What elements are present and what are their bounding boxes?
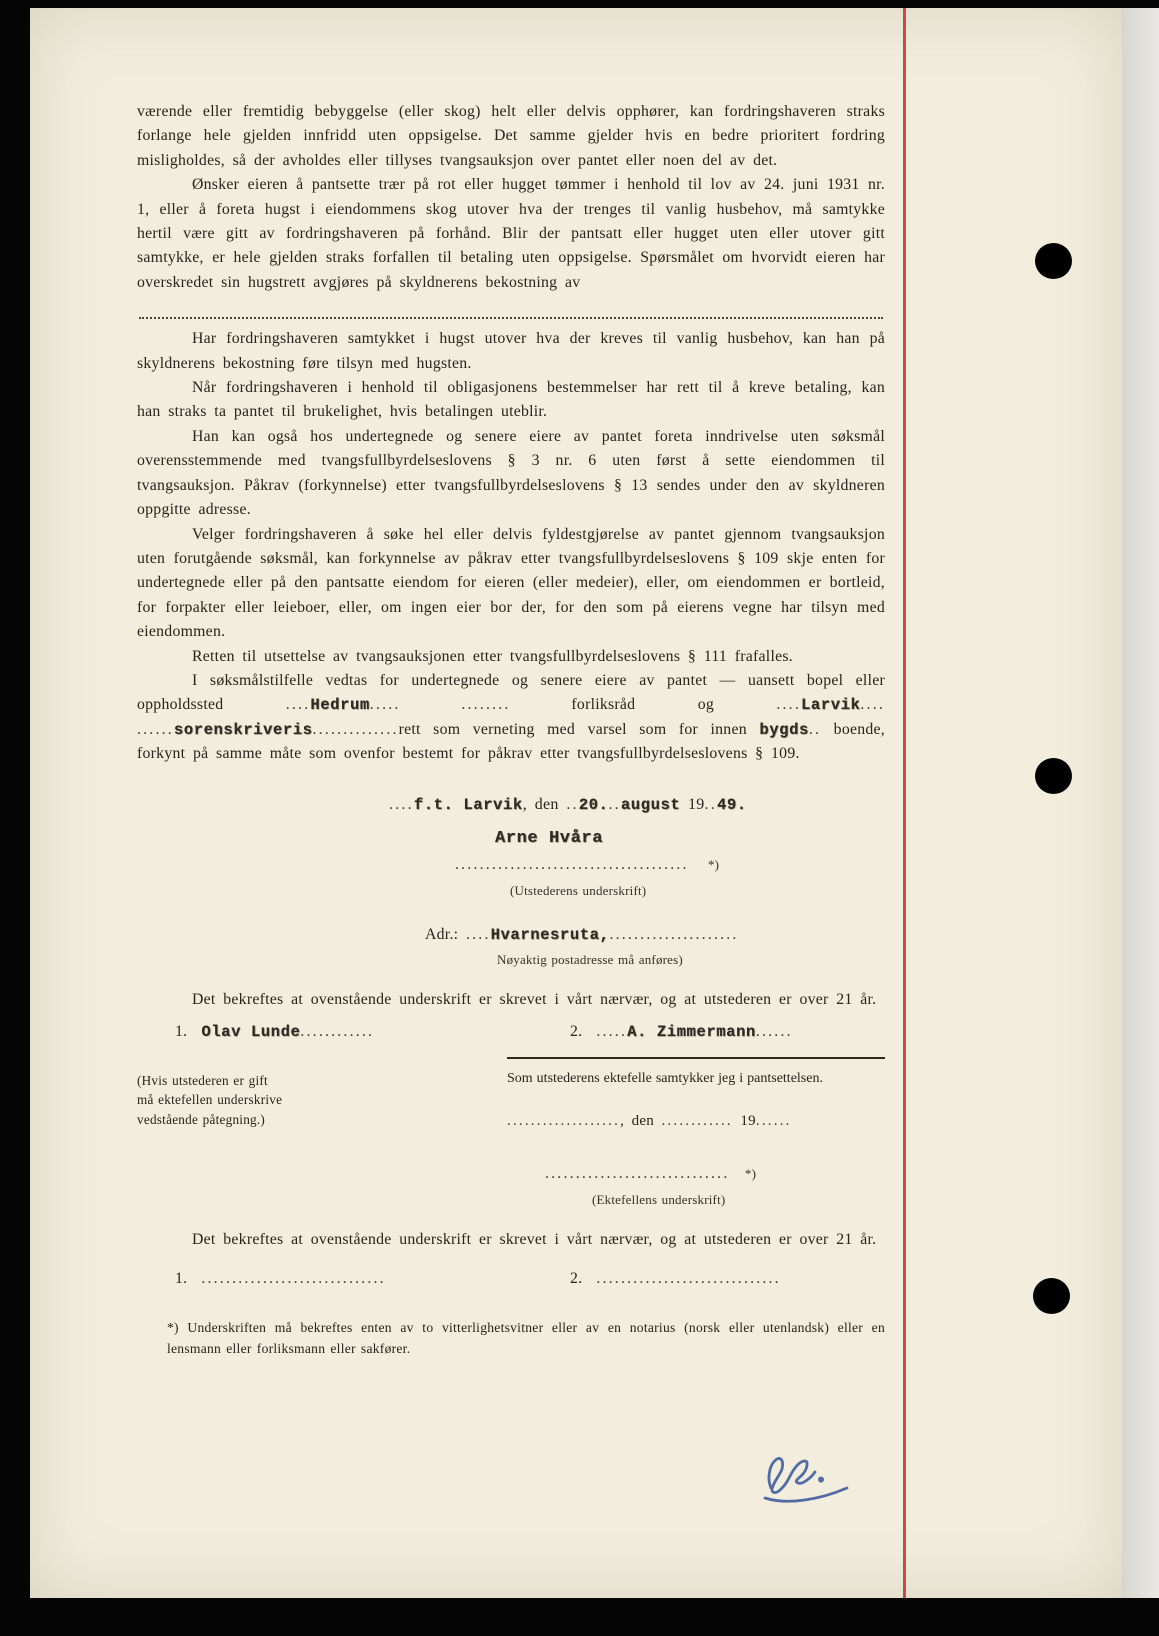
blank-witness-2-number: 2. bbox=[570, 1269, 583, 1287]
witness-2-number: 2. bbox=[570, 1023, 583, 1041]
dotted-fill: .............. bbox=[312, 720, 399, 738]
form-text: rett som verneting med varsel som for innen bbox=[398, 720, 760, 738]
paragraph-auction-clause bbox=[137, 523, 885, 645]
signer-caption: (Utstederens underskrift) bbox=[510, 882, 647, 898]
paragraph-enforcement-clause bbox=[137, 425, 885, 523]
punch-hole-bottom bbox=[1033, 1278, 1070, 1314]
address-label: Adr.: bbox=[425, 926, 459, 944]
footnote bbox=[137, 1317, 885, 1359]
form-text: Retten til utsettelse av tvangsauksjonen etter tvangsfullbyrdelseslovens § 111 frafalles. bbox=[192, 647, 793, 665]
dotted-fill: .. bbox=[808, 720, 822, 738]
form-text: Har fordringshaveren samtykket i hugst utover hva der kreves til vanlig husbehov, kan han på skyldnerens bekostning føre tilsyn med hugsten. bbox=[137, 330, 885, 372]
spouse-section bbox=[137, 1057, 885, 1213]
spouse-consent-box bbox=[507, 1057, 885, 1213]
dotted-fill: .. bbox=[608, 795, 621, 813]
dotted-fill: .............................. bbox=[596, 1269, 781, 1287]
witness-2 bbox=[545, 1020, 793, 1044]
dotted-fill: ...... bbox=[755, 1113, 792, 1130]
paragraph-supervision-clause bbox=[137, 327, 885, 376]
dotted-fill: .. bbox=[566, 795, 579, 813]
footnote-text: Underskriften må bekreftes enten av to vitterlighetsvitner eller av en notarius (norsk eller utenlandsk) eller en lensmann eller forliksmann eller sakfører. bbox=[167, 1320, 885, 1357]
paragraph-termination-clause bbox=[137, 100, 885, 173]
body-paragraphs bbox=[137, 100, 885, 767]
dotted-fill: ...................................... bbox=[455, 856, 689, 874]
spouse-consent-text: Som utstederens ektefelle samtykker jeg i pantsettelsen. bbox=[507, 1070, 823, 1086]
paragraph-timber-clause bbox=[137, 173, 885, 295]
form-text: I søksmålstilfelle vedtas for undertegnede og senere eiere av pantet — uansett bopel eller oppholdssted bbox=[137, 671, 885, 714]
signature-dotted-line bbox=[455, 853, 885, 877]
address-caption: Nøyaktig postadresse må anføres) bbox=[497, 951, 683, 967]
dotted-fill: .... ...... bbox=[137, 696, 886, 738]
spouse-note bbox=[137, 1057, 387, 1213]
footnote-star-ref: *) bbox=[744, 1165, 757, 1181]
attestation-paragraph-2: Det bekreftes at ovenstående underskrift er skrevet i vårt nærvær, og at utstederen er over 21 år. bbox=[192, 1231, 877, 1249]
form-text: Når fordringshaveren i henhold til obligasjonens bestemmelser har rett til å kreve betaling, kan han straks ta pantet til brukelighet, hvis betalingen uteblir. bbox=[137, 379, 885, 421]
dotted-fill: .............................. bbox=[545, 1164, 730, 1182]
typewritten-address: Hvarnesruta, bbox=[490, 926, 610, 945]
spouse-note-line: må ektefellen underskrive bbox=[137, 1092, 283, 1108]
typewritten-text: bygds bbox=[759, 720, 809, 739]
signer-block bbox=[137, 827, 885, 903]
form-text: Velger fordringshaveren å søke hel eller delvis fyldestgjørelse av pantet gjennom tvangsauksjon uten forutgående søksmål, kan forkynnelse av påkrav etter tvangsfullbyrdelseslovens § 109 skje enten for undertegnede eller på den pantsatte eiendom for eieren (eller medeier), eller, om eiendommen er bortleid, for forpakter eller leieboer, eller, om ingen eier bor der, for den som på eierens vegne har tilsyn med eiendommen. bbox=[137, 525, 885, 641]
typewritten-text: Hedrum bbox=[310, 696, 370, 715]
form-text: boende, forkynt på samme måte som ovenfor bestemt for påkrav etter tvangsfullbyrdelseslovens § 109. bbox=[137, 720, 885, 763]
attestation-paragraph-1: Det bekreftes at ovenstående underskrift er skrevet i vårt nærvær, og at utstederen er over 21 år. bbox=[192, 991, 877, 1008]
form-text: 19 bbox=[732, 1113, 756, 1130]
dotted-fill: ..... ........ bbox=[369, 696, 572, 714]
form-text: forliksråd og bbox=[571, 696, 777, 714]
typewritten-text: f.t. Larvik bbox=[413, 795, 523, 814]
form-text: 19 bbox=[680, 795, 705, 813]
dotted-fill: .... bbox=[466, 926, 491, 944]
paragraph-postponement-clause bbox=[137, 645, 885, 669]
witness-row bbox=[137, 1020, 885, 1044]
punch-hole-top bbox=[1035, 243, 1072, 279]
dotted-fill: ...... bbox=[755, 1023, 793, 1041]
document-paper bbox=[30, 8, 1122, 1598]
blank-witness-2 bbox=[570, 1267, 781, 1291]
spouse-caption: (Ektefellens underskrift) bbox=[592, 1192, 726, 1208]
dotted-fill: ............ bbox=[300, 1023, 375, 1041]
document-body bbox=[137, 100, 885, 1359]
form-text: værende eller fremtidig bebyggelse (eller skog) helt eller delvis opphører, kan fordringshaveren straks forlange hele gjelden innfridd uten oppsigelse. Det samme gjelder hvis en bedre prioritert fordring misligholdes, så der avholdes eller tillyses tvangsauksjon over pantet eller noen del av det. bbox=[137, 103, 885, 169]
date-line bbox=[137, 793, 885, 817]
footnote-star-ref: *) bbox=[707, 857, 720, 873]
address-line bbox=[137, 923, 885, 947]
dotted-fill: .... bbox=[285, 696, 311, 714]
spouse-date-line bbox=[507, 1109, 885, 1133]
dotted-fill: .... bbox=[389, 795, 414, 813]
dotted-fill: ..... bbox=[596, 1023, 628, 1041]
form-text: Han kan også hos undertegnede og senere eiere av pantet foreta inndrivelse uten søksmål overensstemmende med tvangsfullbyrdelseslovens § 3 nr. 6 uten først å sette eiendommen til tvangsauksjon. Påkrav (forkynnelse) etter tvangsfullbyrdelseslovens § 13 sendes under den av skyldneren oppgitte adresse. bbox=[137, 427, 885, 519]
punch-hole-middle bbox=[1035, 758, 1072, 794]
handwritten-signature bbox=[755, 1448, 865, 1512]
red-margin-line bbox=[903, 8, 906, 1598]
typewritten-witness-2-name: A. Zimmermann bbox=[627, 1023, 756, 1042]
witness-1-number: 1. bbox=[175, 1023, 188, 1041]
dotted-fill: .. bbox=[704, 795, 717, 813]
paragraph-venue-clause bbox=[137, 669, 885, 767]
dotted-fill: .... bbox=[776, 696, 801, 714]
typewritten-text: sorenskriveris bbox=[173, 720, 313, 739]
typewritten-text: august bbox=[620, 795, 681, 814]
spouse-note-line: vedstående påtegning.) bbox=[137, 1111, 266, 1127]
dotted-fill: ............ bbox=[661, 1113, 733, 1130]
form-text: Ønsker eieren å pantsette trær på rot eller hugget tømmer i henhold til lov av 24. juni 1931 nr. 1, eller å foreta hugst i eiendommens skog utover hva der trenges til vanlig husbehov, må samtykke hertil være gitt av fordringshaveren på forhånd. Blir der pantsatt eller hugget uten eller utover gitt samtykke, er hele gjelden straks forfallen til betaling uten oppsigelse. Spørsmålet om hvorvidt eieren har overskredet sin hugstrett avgjøres på skyldnerens bekostning av bbox=[137, 176, 885, 291]
paragraph-payment-clause bbox=[137, 376, 885, 425]
dotted-fill: ..................... bbox=[609, 926, 739, 944]
typewritten-text: 20. bbox=[578, 795, 609, 814]
scan-edge-strip bbox=[1122, 8, 1159, 1598]
spouse-note-line: (Hvis utstederen er gift bbox=[137, 1072, 268, 1088]
typewritten-text: Larvik bbox=[800, 696, 861, 715]
form-text: , den bbox=[620, 1113, 662, 1130]
dotted-fill: .............................. bbox=[201, 1269, 386, 1287]
blank-witness-row bbox=[137, 1267, 885, 1291]
witness-1 bbox=[137, 1020, 545, 1044]
typewritten-witness-1-name: Olav Lunde bbox=[201, 1023, 301, 1042]
form-text: , den bbox=[522, 795, 567, 813]
spouse-signature-line bbox=[507, 1162, 885, 1186]
typewritten-text: 49. bbox=[716, 795, 747, 814]
footnote-star: *) bbox=[167, 1320, 179, 1336]
blank-witness-1-number: 1. bbox=[175, 1269, 188, 1287]
typewritten-signer-name: Arne Hvåra bbox=[495, 828, 604, 848]
blank-witness-1 bbox=[137, 1267, 570, 1291]
dotted-separator-line bbox=[139, 313, 883, 319]
dotted-fill: ................... bbox=[507, 1113, 621, 1130]
